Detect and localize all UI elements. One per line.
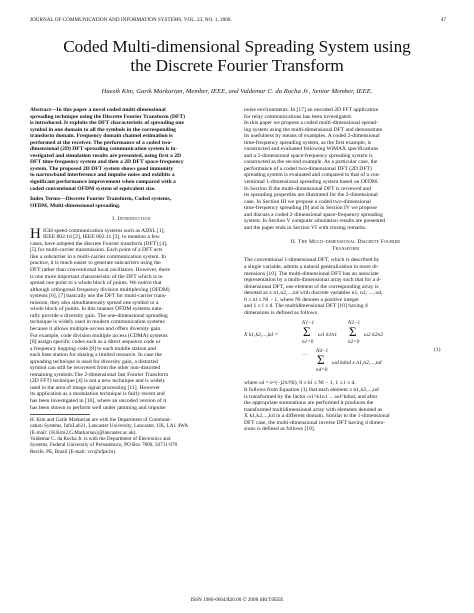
intro-line: has been shown to perform well under jamming and impulse <box>30 404 166 411</box>
abstract-line: coded conventional OFDM system of equivalent size. <box>30 185 156 192</box>
intro-line: (2D FFT) technique [4] is not a new technique and is widely <box>30 378 166 385</box>
title-line: Coded Multi-dimensional Spreading System using <box>63 37 411 56</box>
body-line: dimensions is defined as follows. <box>244 309 319 316</box>
body-line: case. In Section III we propose a coded two-dimensional <box>244 198 371 205</box>
index-terms-line: Index Terms—Discrete Fourier Transform, Coded systems, <box>30 196 172 203</box>
abstract-line: performed at the receiver. The performance of a coded two- <box>30 139 173 146</box>
footnote-line: H. Kim and Garik Markarian are with the Department of Communi- <box>30 417 172 424</box>
abstract-line: system. The proposed 2D DFT system shows good immunity <box>30 165 174 172</box>
intro-line: used in the area of image signal processing [11]. However <box>30 384 160 391</box>
abstract-line: spreading technique using the Discrete Fourier Transform (DFT) <box>30 113 186 120</box>
sum-upper-limit: Nd−1 <box>316 348 329 355</box>
sum-sign: Σ <box>303 324 311 340</box>
index-terms-line: OFDM, Multi-dimensional spreading. <box>30 202 121 209</box>
intro-line: practice, it is much easier to generate subcarriers using the <box>30 260 161 267</box>
intro-continued <box>244 107 447 231</box>
body-line: representation by a multi-dimensional array such that for a d- <box>244 277 382 284</box>
journal-header: JOURNAL OF COMMUNICATION AND INFORMATION SYSTEMS, VOL. 23, NO. 1, 2008. <box>30 17 232 23</box>
left-column <box>30 107 233 455</box>
abstract <box>30 107 233 192</box>
body-line: and discuss a coded 2-dimensional space-frequency spreading <box>244 211 383 218</box>
footnote-line: cation Systems, InfoLab21, Lancaster University, Lancaster, UK, LA1 4WA <box>30 423 189 430</box>
intro-line: remaining symbols.The 2-dimensional fast Fourier Transform <box>30 371 169 378</box>
abstract-line: dimensional (2D) DFT spreading communication system is in- <box>30 146 178 153</box>
equation-dots: ··· <box>302 352 308 359</box>
title-line: the Discrete Fourier Transform <box>130 56 344 75</box>
footnote-rule <box>30 414 90 415</box>
abstract-line: transform domain. Frequency domain channel estimation is <box>30 133 173 140</box>
sum-sign: Σ <box>317 352 325 368</box>
abstract-line: vestigated and simulation results are presented, using first a 2D <box>30 152 182 159</box>
body-line: 0 ≤ nl ≤ Nl − 1, where Nl denotes a positive integer <box>244 296 360 303</box>
intro-line: rally provide a diversity gain. The one-dimensional spreading <box>30 312 168 319</box>
intro-line: its application as a modulation technique is fairly recent and <box>30 391 165 398</box>
drop-cap: H <box>30 225 41 242</box>
paper-title <box>20 37 454 75</box>
abstract-line: Abstract—In this paper a novel coded multi-dimensional <box>30 107 166 113</box>
equation-lhs: X k1,k2,...,kd = <box>244 332 279 339</box>
omega-factor: ωd kdnd x n1,n2,...,nd <box>332 360 382 367</box>
page-number: 47 <box>440 17 446 23</box>
body-line: The conventional 1-dimensional DFT, which is described by <box>244 257 380 264</box>
body-line: and the paper ends in Section VI with closing remarks. <box>244 224 367 231</box>
body-line: In this paper we propose a coded multi-dimensional spread- <box>244 120 378 127</box>
body-line: noise environments. In [17] an uncoded 2D FFT application <box>244 107 379 113</box>
body-line: where ωl = e^(−j2π/Nl), 0 ≤ kl ≤ Nl − 1, 1 ≤ l ≤ d. <box>244 380 356 387</box>
footnote-line: Recife, PE, Brazil (E-mail: vcr@ufpe.br). <box>30 448 117 455</box>
body-line: time-frequency spreading [9] and in Section IV we propose <box>244 205 377 212</box>
sum-upper-limit: N1−1 <box>302 320 315 327</box>
intro-line: For example, code division multiple access (CDMA) systems <box>30 332 168 339</box>
section-heading-line: II. The Multi-dimensional Discrete Fourier <box>290 239 401 246</box>
body-line: It follows from Equation (1) that each element x n1,n2,...,nd <box>244 386 379 393</box>
body-line: and a 2-dimensional space-frequency spreading system is <box>244 152 373 159</box>
sum-upper-limit: N2−1 <box>348 320 361 327</box>
body-line: constructed as the second example. As a particular case, the <box>244 159 378 166</box>
body-line: its usefulness by means of examples. A coded 2-dimensional <box>244 133 380 140</box>
intro-line: [5] for multi-carrier transmission. Each point of a DFT acts <box>30 247 163 254</box>
abstract-line: significant performance improvement when compared with a <box>30 179 176 186</box>
body-line: In Section II the multi-dimensional DFT is reviewed and <box>244 185 371 192</box>
body-line: is transformed by the factor ω1^k1n1 ... ωd^kdnd, and after <box>244 393 378 400</box>
body-line: denoted as x n1,n2,...,nd with discrete variables n1, n2, ..., nd, <box>244 290 383 297</box>
omega-factor: ω1 k1n1 <box>318 332 338 339</box>
intro-line: systems [6], [7] basically use the DFT for multi-carrier trans- <box>30 293 167 300</box>
body-line: dimensional DFT, one element of the corresponding array is <box>244 283 379 290</box>
sum-lower-limit: n2=0 <box>348 339 360 346</box>
abstract-line: symbol in one domain to all the symbols in the corresponding <box>30 126 176 133</box>
intro-line: cases, have adopted the discrete Fourier transform (DFT) [4], <box>30 240 168 247</box>
body-line: and 1 ≤ l ≤ d. The multidimensional DFT [10] having d <box>244 303 368 310</box>
body-line: performance of a coded two-dimensional DFT (2D DFT) <box>244 165 372 172</box>
intro-line: each base station for sharing a limited resource. In case the <box>30 352 162 359</box>
intro-line: [8] assign specific codes such as a direct sequence code or <box>30 339 161 346</box>
sum-sign: Σ <box>349 324 357 340</box>
intro-line: IEEE 802.16 [2], IEEE 802.11 [3], to mention a few <box>43 234 160 241</box>
sum-lower-limit: nd=0 <box>316 367 328 374</box>
intro-line: spread one point to a whole block of points. We notice that <box>30 280 162 287</box>
section-heading-mdft <box>244 239 447 252</box>
body-line: ing system using the multi-dimensional DFT and demonstrate <box>244 126 383 133</box>
abstract-line: DFT time-frequency system and then a 2D DFT space-frequency <box>30 159 184 166</box>
section2-body <box>244 257 447 316</box>
intro-line: IGH speed communication systems such as ADSL [1], <box>43 227 165 234</box>
body-line: ventional 1-dimensional spreading system based on OFDM. <box>244 179 379 186</box>
intro-line: DFT rather than conventional local oscillators. However, there <box>30 267 170 274</box>
body-line: transformed multidimensional array with elements denoted as <box>244 406 383 413</box>
sum-lower-limit: n1=0 <box>302 339 314 346</box>
body-line: a single variable, admits a natural generalization in more di- <box>244 264 379 271</box>
body-line: mensions [10]. The multi-dimensional DFT has an associate <box>244 270 379 277</box>
equation-number: (1) <box>434 347 441 354</box>
footer-issn: ISSN 1980-6604/$20.00 © 2008 SBrT/IEEE <box>190 597 284 603</box>
body-line: time-frequency spreading system, as the first example, is <box>244 139 372 146</box>
intro-line: technique is widely used in modern communication systems <box>30 319 165 326</box>
abstract-line: is introduced. It exploits the DFT characteristic of spreading one <box>30 120 184 127</box>
intro-line: has been investigated in [16], where an uncoded version of it <box>30 397 167 404</box>
section-heading-introduction: I. Introduction <box>112 216 151 223</box>
body-line: system. In Section V computer simulation results are presented <box>244 218 386 225</box>
omega-factor: ω2 k2n2 <box>364 332 384 339</box>
body-line: sions is defined as follows [10]. <box>244 426 316 433</box>
right-column <box>244 107 447 433</box>
intro-line: symbol can still be recovered from the other non-distorted <box>30 365 161 372</box>
body-line: spreading system is evaluated and compared to that of a con- <box>244 172 381 179</box>
intro-line: like a subcarrier in a multi-carrier communication system. In <box>30 253 166 260</box>
intro-line: whole block of points. In this manner OFDM systems natu- <box>30 306 164 313</box>
footnote <box>30 417 233 455</box>
intro-opening <box>30 225 233 242</box>
body-line: the appropriate summations are performed it produces the <box>244 400 374 407</box>
body-line: for relay communications has been investigated. <box>244 113 353 120</box>
section-heading-line: Transform <box>331 245 360 252</box>
intro-line: spreading technique is used for diversity gain, a distorted <box>30 358 158 365</box>
footnote-line: Systems, Federal University of Pernambuco, PO Box 7800, 50711-970 <box>30 442 178 449</box>
intro-line: mission, they also simultaneously spread one symbol to a <box>30 299 159 306</box>
intro-line: although orthogonal frequency division multiplexing (OFDM) <box>30 286 170 293</box>
intro-line: because it allows multiple-access and offers diversity gain. <box>30 325 162 332</box>
abstract-line: to narrowband interference and impulse noise and exhibits a <box>30 172 175 179</box>
authors: Haesik Kim, Garik Markarian, Member, IEEE, and Valdemar C. da Rocha Jr., Senior Member, IEEE. <box>101 88 373 95</box>
index-terms <box>30 196 233 209</box>
body-line: DFT case, the multi-dimensional inverse DFT having d dimen- <box>244 419 386 426</box>
body-line: its spreading properties are illustrated for the 2-dimensional <box>244 192 378 199</box>
introduction-body <box>30 225 233 411</box>
intro-line: a frequency hopping code [8] to each mobile station and <box>30 345 156 352</box>
after-equation-text <box>244 380 447 432</box>
body-line: constructed and evaluated following WiMAX specifications <box>244 146 379 153</box>
intro-line: is one more important characteristic of the DFT which is to <box>30 273 163 280</box>
equation-1 <box>244 320 447 380</box>
footnote-line: Valdemar C. da Rocha Jr. is with the Department of Electronics and <box>30 435 171 442</box>
footnote-line: (E-mail: {H.Kim2,G.Markarian}@lancaster.ac.uk). <box>30 429 137 436</box>
body-line: X k1,k2,...,kd in a different domain. Similar to the 1-dimensional <box>244 413 390 420</box>
